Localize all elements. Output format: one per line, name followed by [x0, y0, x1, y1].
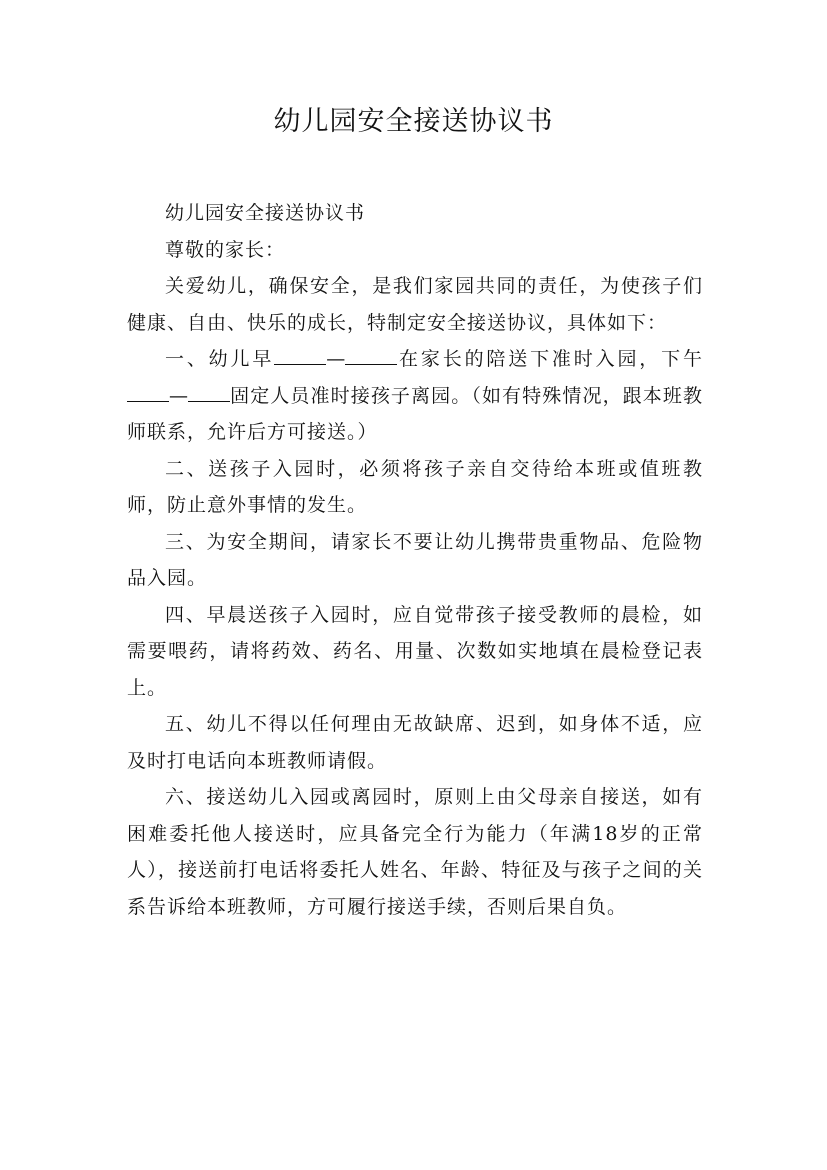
- document-body: [127, 195, 703, 925]
- clause-5-paragraph: 五、幼儿不得以任何理由无故缺席、迟到，如身体不适，应及时打电话向本班教师请假。: [127, 713, 703, 772]
- time-range-dash-2: —: [169, 384, 188, 407]
- clause-3-paragraph: 三、为安全期间，请家长不要让幼儿携带贵重物品、危险物品入园。: [127, 530, 703, 589]
- time-range-dash: —: [326, 348, 346, 370]
- clause-1-paragraph: [127, 341, 703, 451]
- intro-paragraph: 关爱幼儿，确保安全，是我们家园共同的责任，为使孩子们健康、自由、快乐的成长，特制定安全接送协议，具体如下：: [127, 275, 703, 334]
- clause-1-part-a: 一、幼儿早: [165, 348, 275, 370]
- morning-start-time-blank: [274, 344, 326, 365]
- clause-2-paragraph: 二、送孩子入园时，必须将孩子亲自交待给本班或值班教师，防止意外事情的发生。: [127, 457, 703, 516]
- morning-end-time-blank: [345, 344, 397, 365]
- salutation-paragraph: 尊敬的家长：: [165, 238, 286, 261]
- afternoon-start-time-blank: [127, 381, 169, 402]
- subtitle-paragraph: 幼儿园安全接送协议书: [165, 202, 366, 224]
- clause-4-paragraph: 四、早晨送孩子入园时，应自觉带孩子接受教师的晨检，如需要喂药，请将药效、药名、用量、次数如实地填在晨检登记表上。: [127, 603, 703, 699]
- document-title: 幼儿园安全接送协议书: [273, 106, 554, 137]
- clause-1-part-c: 固定人员准时接孩子离园。（如有特殊情况，跟本班教师联系，允许后方可接送。）: [127, 384, 703, 443]
- clause-1-part-b: 在家长的陪送下准时入园，下午: [397, 348, 703, 370]
- clause-6-paragraph: 六、接送幼儿入园或离园时，原则上由父母亲自接送，如有困难委托他人接送时，应具备完全行为能力（年满18岁的正常人），接送前打电话将委托人姓名、年龄、特征及与孩子之间的关系告诉给本班教师，方可履行接送手续，否则后果自负。: [127, 786, 703, 918]
- afternoon-end-time-blank: [188, 381, 230, 402]
